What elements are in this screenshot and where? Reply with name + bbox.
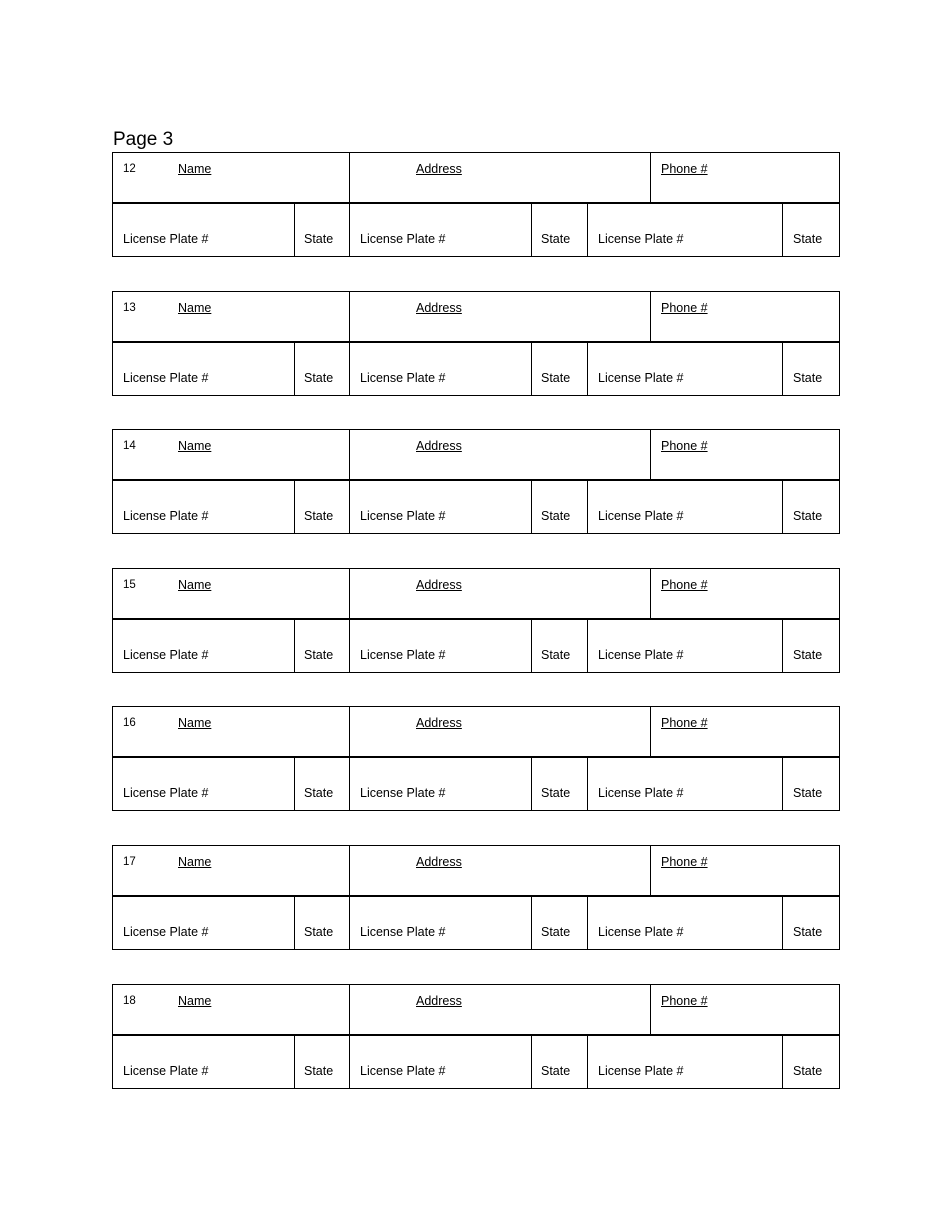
name-field[interactable]: Name: [178, 300, 212, 315]
license-plate-field-2[interactable]: License Plate #: [360, 370, 446, 385]
divider: [650, 707, 651, 756]
record-plates-row: [113, 620, 839, 672]
license-plate-field-1[interactable]: License Plate #: [123, 647, 209, 662]
address-field[interactable]: Address: [416, 577, 462, 592]
divider: [294, 481, 295, 533]
state-field-2[interactable]: State: [541, 509, 571, 524]
address-field[interactable]: Address: [416, 716, 462, 731]
state-field-1[interactable]: State: [304, 647, 334, 662]
license-plate-field-3[interactable]: License Plate #: [598, 924, 684, 939]
license-plate-field-1[interactable]: License Plate #: [123, 924, 209, 939]
license-plate-field-1[interactable]: License Plate #: [123, 509, 209, 524]
license-plate-field-3[interactable]: License Plate #: [598, 786, 684, 801]
divider: [294, 897, 295, 949]
record-plates-row: [113, 481, 839, 533]
divider: [650, 846, 651, 895]
record-plates-row: [113, 204, 839, 256]
divider: [650, 153, 651, 202]
divider: [349, 985, 350, 1034]
record-contact-row: [113, 569, 839, 620]
record-contact-row: [113, 430, 839, 481]
record-contact-row: [113, 985, 839, 1036]
address-field[interactable]: Address: [416, 854, 462, 869]
divider: [650, 985, 651, 1034]
divider: [294, 1036, 295, 1088]
divider: [531, 620, 532, 672]
license-plate-field-2[interactable]: License Plate #: [360, 509, 446, 524]
divider: [782, 1036, 783, 1088]
divider: [349, 897, 350, 949]
divider: [782, 343, 783, 395]
divider: [782, 897, 783, 949]
license-plate-field-3[interactable]: License Plate #: [598, 647, 684, 662]
name-field[interactable]: Name: [178, 854, 212, 869]
divider: [587, 620, 588, 672]
divider: [349, 707, 350, 756]
state-field-3[interactable]: State: [793, 786, 823, 801]
record-contact-row: [113, 153, 839, 204]
record-plates-row: [113, 758, 839, 810]
divider: [531, 897, 532, 949]
divider: [650, 569, 651, 618]
divider: [349, 204, 350, 256]
name-field[interactable]: Name: [178, 993, 212, 1008]
address-field[interactable]: Address: [416, 300, 462, 315]
license-plate-field-2[interactable]: License Plate #: [360, 924, 446, 939]
state-field-3[interactable]: State: [793, 370, 823, 385]
divider: [294, 204, 295, 256]
record-contact-row: [113, 292, 839, 343]
license-plate-field-1[interactable]: License Plate #: [123, 370, 209, 385]
record-number: 12: [123, 163, 136, 175]
record-number: 13: [123, 301, 136, 314]
divider: [782, 620, 783, 672]
record-contact-row: [113, 846, 839, 897]
divider: [782, 481, 783, 533]
divider: [294, 620, 295, 672]
phone-field[interactable]: Phone #: [661, 854, 708, 869]
divider: [349, 569, 350, 618]
divider: [349, 343, 350, 395]
divider: [531, 204, 532, 256]
address-field[interactable]: Address: [416, 993, 462, 1008]
divider: [349, 758, 350, 810]
record-block: [112, 568, 840, 673]
record-plates-row: [113, 343, 839, 395]
record-contact-row: [113, 707, 839, 758]
divider: [531, 481, 532, 533]
divider: [531, 758, 532, 810]
license-plate-field-2[interactable]: License Plate #: [360, 647, 446, 662]
record-block: [112, 706, 840, 811]
state-field-3[interactable]: State: [793, 647, 823, 662]
license-plate-field-3[interactable]: License Plate #: [598, 370, 684, 385]
divider: [349, 620, 350, 672]
license-plate-field-1[interactable]: License Plate #: [123, 786, 209, 801]
name-field[interactable]: Name: [178, 162, 212, 176]
record-block: [112, 152, 840, 257]
phone-field[interactable]: Phone #: [661, 439, 708, 454]
divider: [349, 846, 350, 895]
record-number: 17: [123, 855, 136, 868]
state-field-3[interactable]: State: [793, 509, 823, 524]
phone-field[interactable]: Phone #: [661, 716, 708, 731]
state-field-1[interactable]: State: [304, 786, 334, 801]
license-plate-field-3[interactable]: License Plate #: [598, 232, 684, 246]
divider: [587, 343, 588, 395]
divider: [294, 343, 295, 395]
divider: [531, 343, 532, 395]
name-field[interactable]: Name: [178, 716, 212, 731]
license-plate-field-3[interactable]: License Plate #: [598, 509, 684, 524]
address-field[interactable]: Address: [416, 439, 462, 454]
record-block: [112, 845, 840, 950]
state-field-1[interactable]: State: [304, 370, 334, 385]
divider: [782, 758, 783, 810]
divider: [587, 758, 588, 810]
license-plate-field-3[interactable]: License Plate #: [598, 1063, 684, 1078]
records-list: [112, 152, 840, 1122]
divider: [650, 292, 651, 341]
state-field-1[interactable]: State: [304, 232, 334, 246]
divider: [349, 1036, 350, 1088]
divider: [587, 204, 588, 256]
name-field[interactable]: Name: [178, 577, 212, 592]
state-field-3[interactable]: State: [793, 1063, 823, 1078]
divider: [294, 758, 295, 810]
record-plates-row: [113, 1036, 839, 1088]
divider: [349, 153, 350, 202]
state-field-2[interactable]: State: [541, 232, 571, 246]
state-field-3[interactable]: State: [793, 924, 823, 939]
record-number: 16: [123, 717, 136, 730]
record-block: [112, 429, 840, 534]
divider: [587, 481, 588, 533]
record-plates-row: [113, 897, 839, 949]
phone-field[interactable]: Phone #: [661, 993, 708, 1008]
record-number: 15: [123, 578, 136, 591]
state-field-1[interactable]: State: [304, 924, 334, 939]
license-plate-field-2[interactable]: License Plate #: [360, 232, 446, 246]
state-field-2[interactable]: State: [541, 924, 571, 939]
license-plate-field-1[interactable]: License Plate #: [123, 1063, 209, 1078]
divider: [650, 430, 651, 479]
divider: [531, 1036, 532, 1088]
divider: [349, 292, 350, 341]
divider: [349, 481, 350, 533]
name-field[interactable]: Name: [178, 439, 212, 454]
state-field-2[interactable]: State: [541, 1063, 571, 1078]
state-field-2[interactable]: State: [541, 370, 571, 385]
license-plate-field-2[interactable]: License Plate #: [360, 786, 446, 801]
phone-field[interactable]: Phone #: [661, 300, 708, 315]
divider: [587, 897, 588, 949]
phone-field[interactable]: Phone #: [661, 577, 708, 592]
state-field-1[interactable]: State: [304, 509, 334, 524]
state-field-2[interactable]: State: [541, 786, 571, 801]
state-field-1[interactable]: State: [304, 1063, 334, 1078]
record-block: [112, 984, 840, 1089]
state-field-3[interactable]: State: [793, 232, 823, 246]
record-number: 14: [123, 440, 136, 453]
divider: [349, 430, 350, 479]
divider: [782, 204, 783, 256]
license-plate-field-1[interactable]: License Plate #: [123, 232, 209, 246]
record-block: [112, 291, 840, 396]
divider: [587, 1036, 588, 1088]
state-field-2[interactable]: State: [541, 647, 571, 662]
record-number: 18: [123, 994, 136, 1007]
license-plate-field-2[interactable]: License Plate #: [360, 1063, 446, 1078]
phone-field[interactable]: Phone #: [661, 162, 708, 176]
address-field[interactable]: Address: [416, 162, 462, 176]
page-title: Page 3: [113, 129, 174, 150]
